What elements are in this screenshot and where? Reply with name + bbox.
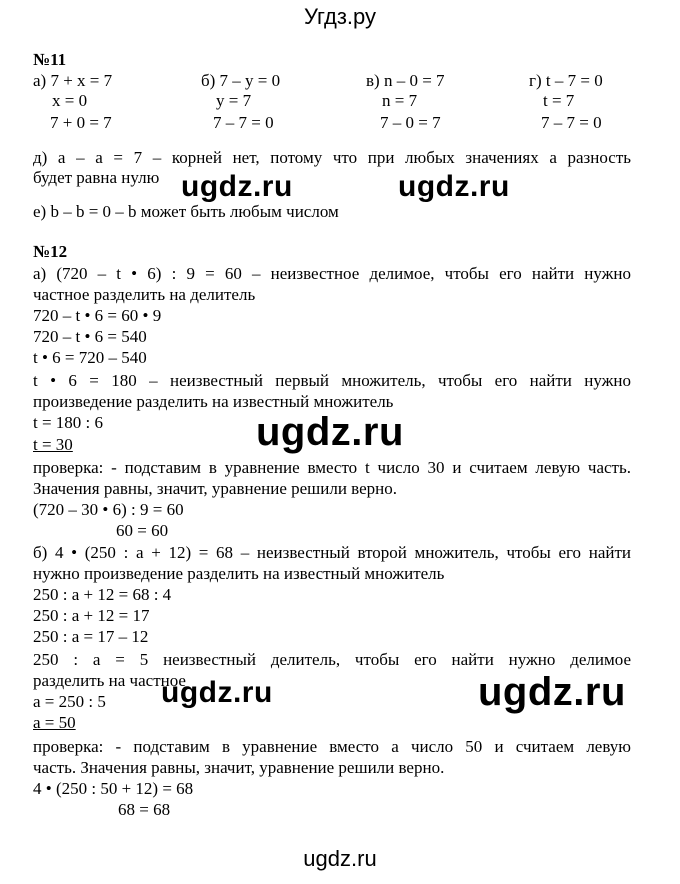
task12-b-check-line4: 68 = 68 [118, 800, 171, 819]
task11-v-check: 7 – 0 = 7 [380, 113, 441, 132]
task12-b-line2: нужно произведение разделить на известный множитель [33, 564, 445, 583]
task12-b-line4: 250 : a + 12 = 17 [33, 606, 150, 625]
task12-a-line1: а) (720 – t • 6) : 9 = 60 – неизвестное делимое, чтобы его найти нужно [33, 264, 631, 283]
watermark: ugdz.ru [478, 670, 626, 714]
task12-a-line7: произведение разделить на известный множитель [33, 392, 394, 411]
site-header: Угдз.ру [303, 4, 377, 29]
task11-d-line1: д) a – a = 7 – корней нет, потому что при любых значениях a разность [33, 148, 631, 167]
task12-a-check-line3: (720 – 30 • 6) : 9 = 60 [33, 500, 184, 519]
task12-b-line3: 250 : a + 12 = 68 : 4 [33, 585, 172, 604]
task11-b-equation: б) 7 – y = 0 [201, 71, 281, 90]
task12-a-line4: 720 – t • 6 = 540 [33, 327, 147, 346]
task12-a-line5: t • 6 = 720 – 540 [33, 348, 147, 367]
task12-title: №12 [33, 242, 68, 261]
watermark: ugdz.ru [161, 676, 273, 709]
task12-a-answer: t = 30 [33, 435, 73, 454]
task11-g-equation: г) t – 7 = 0 [529, 71, 603, 90]
task11-v-solution: n = 7 [382, 91, 418, 110]
task12-b-check-line1: проверка: - подставим в уравнение вместо a число 50 и считаем левую [33, 737, 631, 756]
task11-b-solution: y = 7 [216, 91, 252, 110]
task12-b-check-line2: часть. Значения равны, значит, уравнение решили верно. [33, 758, 445, 777]
task12-a-line2: частное разделить на делитель [33, 285, 256, 304]
task12-b-line8: a = 250 : 5 [33, 692, 106, 711]
watermark: ugdz.ru [181, 170, 293, 203]
site-footer: ugdz.ru [303, 846, 377, 871]
task12-b-check-line3: 4 • (250 : 50 + 12) = 68 [33, 779, 194, 798]
task12-a-check-line2: Значения равны, значит, уравнение решили верно. [33, 479, 397, 498]
task11-e-line: е) b – b = 0 – b может быть любым числом [33, 202, 339, 221]
task11-title: №11 [33, 50, 67, 69]
task11-v-equation: в) n – 0 = 7 [366, 71, 445, 90]
task12-a-check-line1: проверка: - подставим в уравнение вместо t число 30 и считаем левую часть. [33, 458, 631, 477]
task11-a-check: 7 + 0 = 7 [50, 113, 112, 132]
task12-b-line5: 250 : a = 17 – 12 [33, 627, 149, 646]
task12-b-line1: б) 4 • (250 : a + 12) = 68 – неизвестный второй множитель, чтобы его найти [33, 543, 631, 562]
task11-g-check: 7 – 7 = 0 [541, 113, 602, 132]
watermark: ugdz.ru [398, 170, 510, 203]
task12-b-answer: a = 50 [33, 713, 76, 732]
task12-a-line8: t = 180 : 6 [33, 413, 104, 432]
task11-g-solution: t = 7 [543, 91, 575, 110]
task12-a-line3: 720 – t • 6 = 60 • 9 [33, 306, 162, 325]
task11-d-line2: будет равна нулю [33, 168, 160, 187]
task12-a-line6: t • 6 = 180 – неизвестный первый множитель, чтобы его найти нужно [33, 371, 631, 390]
watermark: ugdz.ru [256, 410, 404, 454]
task11-a-equation: а) 7 + x = 7 [33, 71, 113, 90]
task12-b-line6: 250 : a = 5 неизвестный делитель, чтобы его найти нужно делимое [33, 650, 631, 669]
task11-a-solution: x = 0 [52, 91, 88, 110]
task11-b-check: 7 – 7 = 0 [213, 113, 274, 132]
task12-a-check-line4: 60 = 60 [116, 521, 169, 540]
task12-b-line7: разделить на частное [33, 671, 186, 690]
